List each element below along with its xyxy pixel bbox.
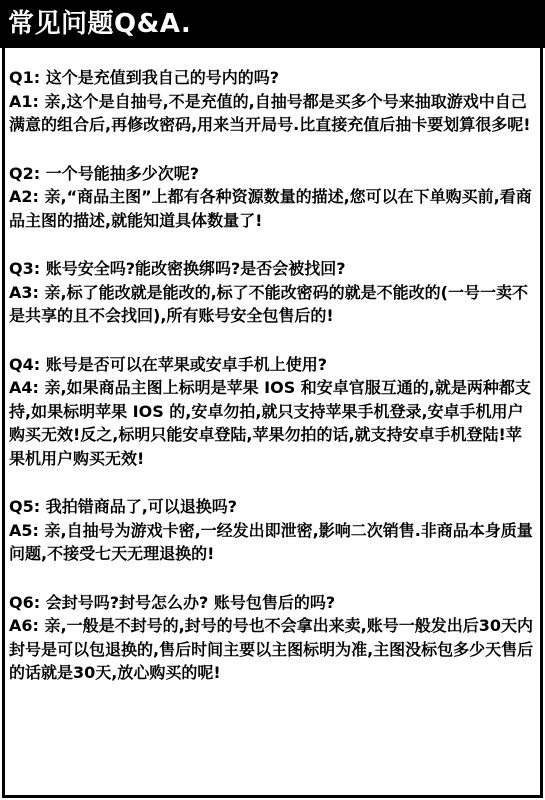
faq-item-q5 (9, 495, 537, 566)
faq-item-q4 (9, 353, 537, 471)
faq-answer: A5: 亲,自抽号为游戏卡密,一经发出即泄密,影响二次销售.非商品本身质量问题,不接受七天无理退换的! (9, 520, 533, 563)
faq-question: Q1: 这个是充值到我自己的号内的吗? (9, 68, 279, 87)
faq-answer: A4: 亲,如果商品主图上标明是苹果 IOS 和安卓官服互通的,就是两种都支持,如果标明苹果 IOS 的,安卓勿拍,就只支持苹果手机登录,安卓手机用户购买无效!反之,标明只能安卓登陆,苹果勿拍的话,就支持安卓手机登陆!苹果机用户购买无效! (9, 378, 531, 468)
page-title: 常见问题Q&A. (8, 9, 192, 39)
faq-answer: A3: 亲,标了能改就是能改的,标了不能改密码的就是不能改的(一号一卖不是共享的且不会找回),所有账号安全包售后的! (9, 282, 528, 325)
faq-answer: A1: 亲,这个是自抽号,不是充值的,自抽号都是买多个号来抽取游戏中自己满意的组合后,再修改密码,用来当开局号.比直接充值后抽卡要划算很多呢! (9, 91, 531, 134)
faq-answer: A6: 亲,一般是不封号的,封号的号也不会拿出来卖,账号一般发出后30天内封号是可以包退换的,售后时间主要以主图标明为准,主图没标包多少天售后的话就是30天,放心购买的呢! (9, 616, 534, 682)
faq-question: Q6: 会封号吗?封号怎么办? 账号包售后的吗? (9, 592, 336, 612)
faq-item-q1 (9, 66, 537, 137)
faq-question: Q5: 我拍错商品了,可以退换吗? (9, 497, 238, 516)
faq-item-q2 (9, 162, 537, 233)
faq-item-q3 (9, 257, 537, 328)
faq-answer: A2: 亲,“商品主图”上都有各种资源数量的描述,您可以在下单购买前,看商品主图的描述,就能知道具体数量了! (9, 187, 532, 230)
faq-question: Q3: 账号安全吗?能改密换绑吗?是否会被找回? (9, 259, 346, 278)
faq-list (9, 66, 537, 710)
faq-item-q6 (9, 591, 537, 685)
faq-question: Q4: 账号是否可以在苹果或安卓手机上使用? (9, 354, 327, 374)
faq-question: Q2: 一个号能抽多少次呢? (9, 163, 199, 183)
page-header (0, 0, 545, 48)
